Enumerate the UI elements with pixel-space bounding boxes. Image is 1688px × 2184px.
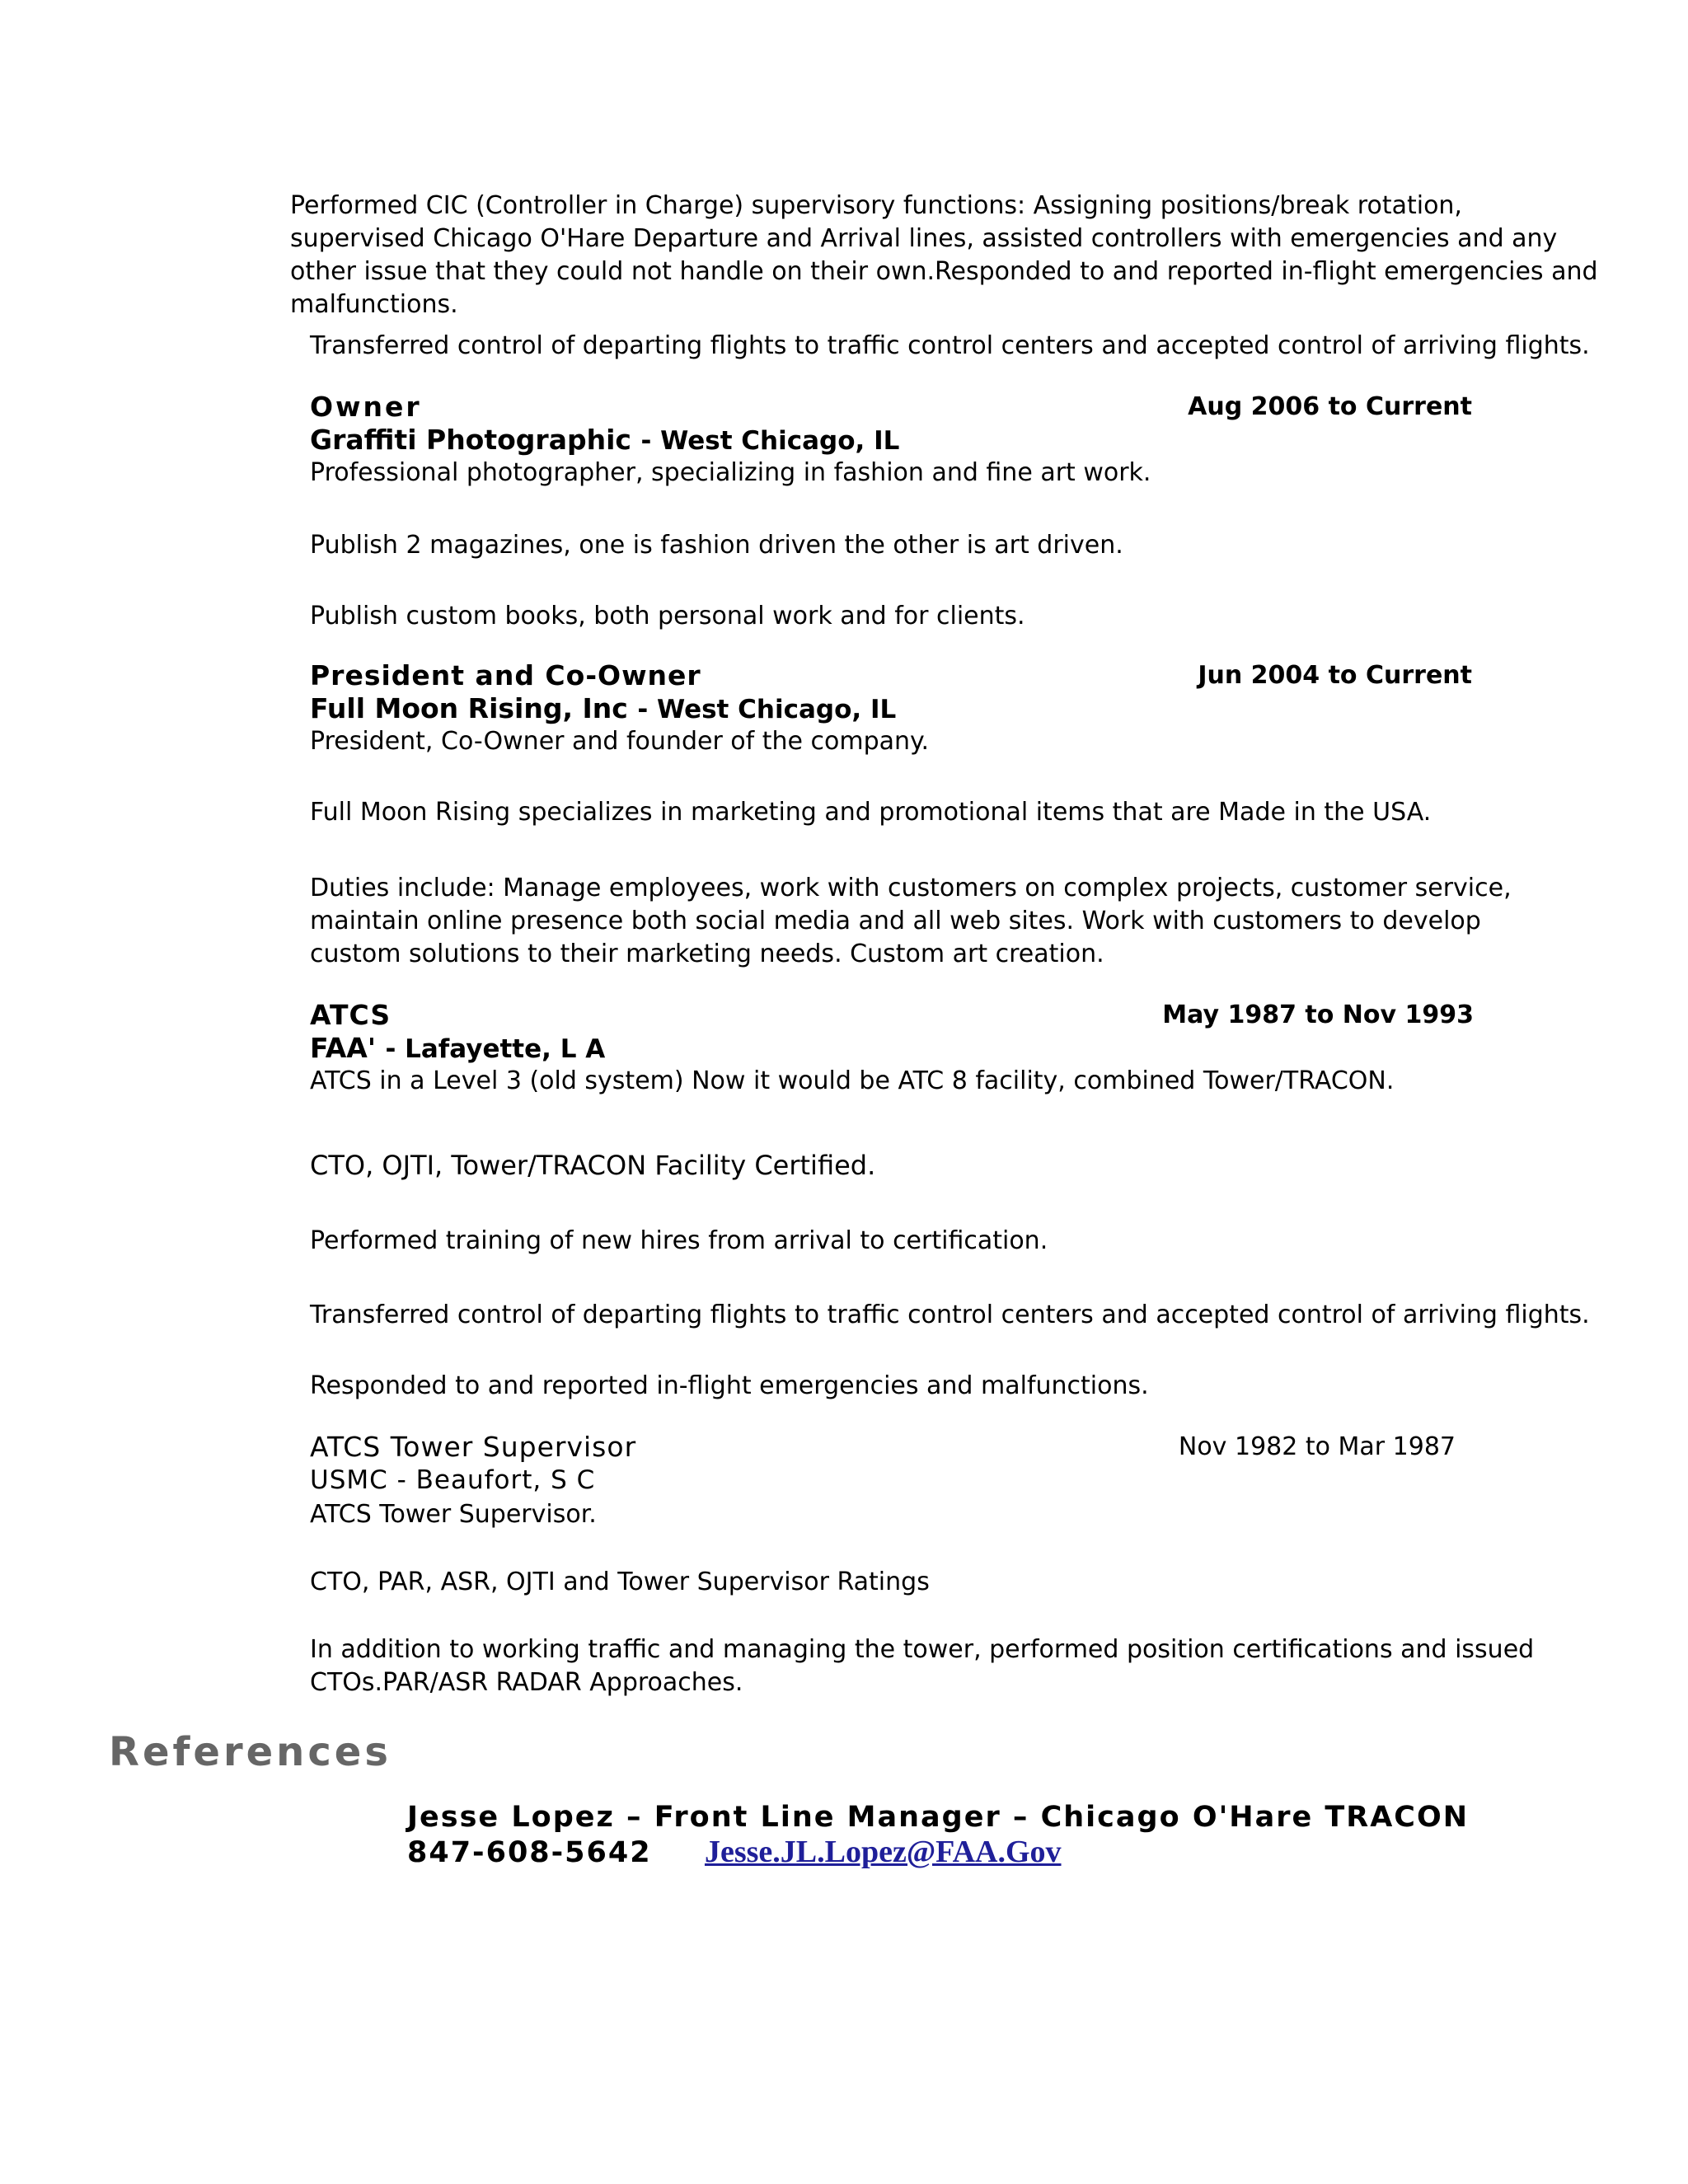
job-item: Duties include: Manage employees, work with customers on complex projects, customer service, maintain online presence both social media and all web sites. Work with customers to develop custom solutions to their marketing needs. Custom art creation. [310,874,1512,968]
job-item: Publish custom books, both personal work and for clients. [310,602,1025,630]
company-location: - West Chicago, IL [640,426,900,456]
job-company [310,692,896,726]
job-item: Publish 2 magazines, one is fashion driven the other is art driven. [310,531,1123,560]
job-company: USMC - Beaufort, S C [310,1465,596,1495]
job-dates: May 1987 to Nov 1993 [1162,1001,1474,1029]
job-dates: Aug 2006 to Current [1188,392,1472,421]
job-item: Professional photographer, specializing in fashion and fine art work. [310,458,1151,487]
job-company [310,1032,605,1066]
references-heading: References [109,1729,392,1775]
reference-email-link[interactable]: Jesse.JL.Lopez@FAA.Gov [704,1835,1062,1869]
job-dates: Nov 1982 to Mar 1987 [1178,1432,1456,1461]
job-title: ATCS [310,999,392,1031]
job-title: Owner [310,391,422,423]
job-item: CTO, PAR, ASR, OJTI and Tower Supervisor Ratings [310,1568,930,1596]
company-location: - Lafayette, L A [385,1034,606,1064]
reference-phone: 847-608-5642 [407,1836,652,1869]
job-item: Performed training of new hires from arrival to certification. [310,1226,1048,1255]
job-item: President, Co-Owner and founder of the company. [310,727,930,756]
job-item: CTO, OJTI, Tower/TRACON Facility Certified. [310,1150,876,1181]
job-item: Responded to and reported in-flight emergencies and malfunctions. [310,1371,1149,1400]
job-item: Full Moon Rising specializes in marketing and promotional items that are Made in the USA. [310,798,1432,827]
job-title: ATCS Tower Supervisor [310,1431,637,1463]
job-item: ATCS Tower Supervisor. [310,1500,597,1529]
cic-paragraph: Performed CIC (Controller in Charge) supervisory functions: Assigning positions/break rotation, supervised Chicago O'Hare Departure and Arrival lines, assisted controllers with emergencies and any other issue that they could not handle on their own.Responded to and reported in-flight emergencies and malfunctions. [290,191,1598,319]
job-company [310,424,899,457]
company-name: Graffiti Photographic [310,424,631,456]
reference-name-line: Jesse Lopez – Front Line Manager – Chicago O'Hare TRACON [407,1801,1470,1834]
job-dates: Jun 2004 to Current [1198,661,1472,690]
transferred-paragraph: Transferred control of departing flights to traffic control centers and accepted control of arriving flights. [310,331,1590,360]
company-name: FAA' [310,1032,376,1064]
reference-contact-line [407,1835,1062,1870]
company-name: Full Moon Rising, Inc [310,692,628,724]
job-item: In addition to working traffic and managing the tower, performed position certifications and issued CTOs.PAR/ASR RADAR Approaches. [310,1635,1535,1697]
job-item: Transferred control of departing flights to traffic control centers and accepted control of arriving flights. [310,1301,1590,1329]
job-item: ATCS in a Level 3 (old system) Now it would be ATC 8 facility, combined Tower/TRACON. [310,1066,1395,1095]
job-title: President and Co-Owner [310,659,701,691]
company-location: - West Chicago, IL [637,695,897,724]
